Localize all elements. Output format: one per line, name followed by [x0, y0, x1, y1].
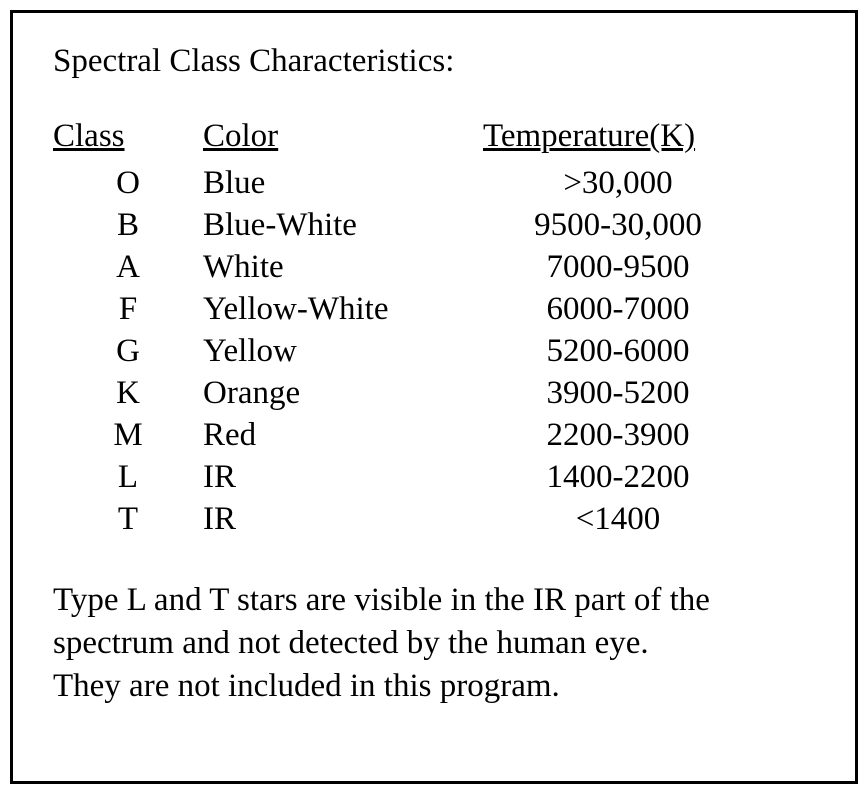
table-row	[53, 247, 753, 289]
cell-color: Yellow	[203, 333, 297, 370]
spectral-class-table	[53, 116, 753, 541]
table-row	[53, 205, 753, 247]
cell-class: B	[116, 207, 139, 244]
cell-color: IR	[203, 459, 236, 496]
cell-class: L	[117, 459, 139, 496]
table-row	[53, 289, 753, 331]
cell-color: Red	[203, 417, 257, 454]
cell-class: G	[116, 333, 140, 370]
cell-temperature: <1400	[575, 501, 661, 538]
cell-color: Blue	[203, 165, 266, 202]
cell-temperature: 6000-7000	[546, 291, 690, 328]
cell-temperature: 5200-6000	[546, 333, 690, 370]
cell-class: A	[116, 249, 140, 286]
column-header-color: Color	[203, 118, 279, 155]
cell-class: O	[116, 165, 140, 202]
cell-class: M	[113, 417, 143, 454]
cell-color: White	[203, 249, 284, 286]
cell-temperature: 3900-5200	[546, 375, 690, 412]
cell-color: Orange	[203, 375, 301, 412]
cell-class: F	[118, 291, 138, 328]
footnote-line-2: spectrum and not detected by the human eye.	[53, 625, 649, 662]
cell-temperature: 1400-2200	[546, 459, 690, 496]
table-row	[53, 457, 753, 499]
page-title: Spectral Class Characteristics:	[53, 43, 455, 79]
cell-color: Blue-White	[203, 207, 357, 244]
table-header-row	[53, 116, 753, 163]
table-row	[53, 415, 753, 457]
slide-frame	[10, 10, 858, 784]
cell-temperature: >30,000	[563, 165, 673, 202]
table-row	[53, 373, 753, 415]
cell-color: IR	[203, 501, 236, 538]
cell-class: T	[117, 501, 139, 538]
column-header-class: Class	[53, 118, 125, 155]
table-row	[53, 331, 753, 373]
footnote	[53, 579, 821, 708]
table-row	[53, 163, 753, 205]
cell-temperature: 2200-3900	[546, 417, 690, 454]
cell-color: Yellow-White	[203, 291, 389, 328]
footnote-line-1: Type L and T stars are visible in the IR part of the	[53, 582, 710, 619]
footnote-line-3: They are not included in this program.	[53, 668, 560, 705]
table-row	[53, 499, 753, 541]
cell-temperature: 7000-9500	[546, 249, 690, 286]
cell-temperature: 9500-30,000	[534, 207, 702, 244]
column-header-temperature: Temperature(K)	[483, 118, 696, 155]
cell-class: K	[116, 375, 140, 412]
